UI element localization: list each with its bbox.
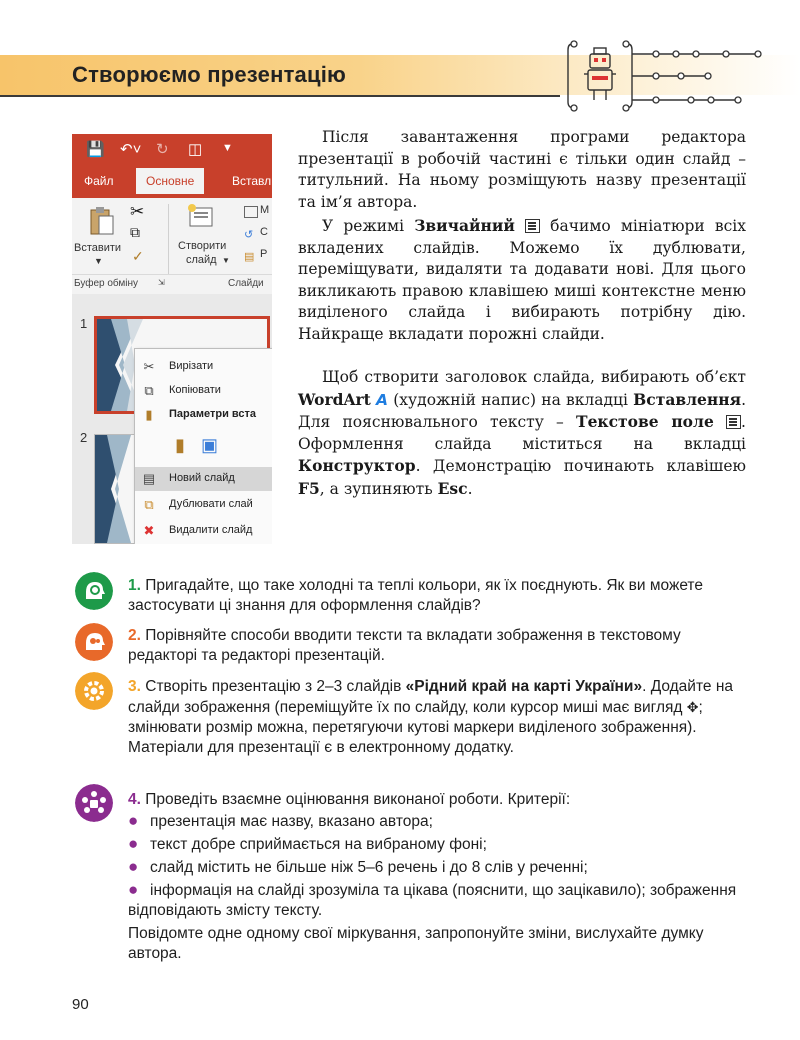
text-fragment: У режимі bbox=[322, 217, 415, 235]
scissors-icon: ✂ bbox=[143, 359, 155, 374]
text-fragment: бачимо мініатюри всіх вкладених слайдів. Можемо їх дублювати, переміщувати, видаляти та додавати нові. Для цього викликають правою клавішею миші контекстне меню виділеного слайда і вибирають потрібну дію. Найкраще вкладати порожні слайди. bbox=[298, 217, 746, 343]
text-fragment: . Для пояснювального тексту – bbox=[298, 390, 746, 431]
paste-dropdown-icon[interactable]: ▼ bbox=[94, 256, 103, 266]
new-slide-icon: ▤ bbox=[142, 471, 156, 486]
slide-number: 2 bbox=[80, 430, 88, 445]
paste-icon[interactable] bbox=[88, 204, 116, 236]
text-fragment: (художній напис) на вкладці bbox=[388, 390, 634, 409]
context-menu bbox=[134, 348, 272, 544]
create-slide-label-2[interactable]: слайд bbox=[186, 254, 217, 266]
task-3-topic: «Рідний край на карті України» bbox=[405, 678, 643, 695]
layout-icon[interactable] bbox=[244, 206, 258, 218]
customize-icon[interactable]: ▼ bbox=[222, 142, 233, 154]
format-painter-icon[interactable]: ✓ bbox=[132, 248, 144, 264]
task-3-text: . Додайте на слайди зображення (переміщуйте їх по слайду, коли курсор миші має вигляд bbox=[128, 678, 733, 716]
reset-label-cut: C bbox=[260, 226, 268, 238]
key-f5: F5 bbox=[298, 478, 320, 498]
menu-item-label: Копіювати bbox=[169, 384, 221, 396]
duplicate-icon: ⧉ bbox=[144, 497, 154, 512]
create-slide-dropdown-icon[interactable]: ▼ bbox=[222, 256, 230, 265]
criteria-text: інформація на слайді зрозуміла та цікава (пояснити, що зацікавило); зображення відповідають змісту тексту. bbox=[128, 882, 737, 919]
bullet-icon: ● bbox=[128, 834, 139, 853]
wordart-icon: A bbox=[376, 390, 389, 409]
redo-icon[interactable]: ↻ bbox=[156, 141, 169, 158]
text-fragment: . Оформлення слайда міститься на вкладці bbox=[298, 413, 746, 453]
copy-icon: ⧉ bbox=[144, 383, 154, 398]
powerpoint-screenshot bbox=[72, 134, 272, 544]
task-2-text: Порівняйте способи вводити тексти та вкладати зображення в текстовому редакторі та редакторі презентацій. bbox=[128, 627, 681, 664]
task-1 bbox=[128, 576, 748, 616]
criteria-text: слайд містить не більше ніж 5–6 речень і до 8 слів у реченні; bbox=[150, 859, 588, 876]
term-insert: Вставлення bbox=[633, 389, 742, 409]
task-3-text: Створіть презентацію з 2–3 слайдів bbox=[140, 678, 406, 695]
reset-icon[interactable]: ↺ bbox=[244, 229, 254, 241]
menu-item-label: Параметри вста bbox=[169, 408, 257, 420]
text-fragment: . Демонстрацію починають клавішею bbox=[415, 457, 746, 475]
task-4-text: Проведіть взаємне оцінювання виконаної роботи. Критерії: bbox=[140, 791, 571, 808]
page-title: Створюємо презентацію bbox=[72, 62, 347, 87]
task-4-conclusion bbox=[128, 924, 748, 964]
section-icon[interactable]: ▤ bbox=[244, 251, 255, 263]
memory-head-icon bbox=[75, 572, 113, 610]
term-normal: Звичайний bbox=[414, 216, 515, 235]
text-fragment: . bbox=[467, 479, 473, 498]
paragraph-wordart bbox=[298, 367, 746, 500]
menu-item-paste-options[interactable] bbox=[135, 403, 272, 427]
criteria-text: презентація має назву, вказано автора; bbox=[150, 813, 433, 830]
term-wordart: WordArt bbox=[298, 389, 371, 409]
task-2 bbox=[128, 626, 748, 666]
tab-insert[interactable]: Вставл bbox=[232, 174, 272, 188]
criteria-item bbox=[128, 857, 748, 878]
group-divider bbox=[168, 204, 169, 274]
criteria-item bbox=[128, 811, 748, 832]
task-4-conclusion-text: Повідомте одне одному свої міркування, запропонуйте зміни, вислухайте думку автора. bbox=[128, 925, 704, 962]
clipboard-launcher-icon[interactable]: ⇲ bbox=[158, 278, 165, 287]
menu-item-label: Новий слайд bbox=[169, 472, 235, 484]
gear-icon bbox=[75, 672, 113, 710]
textbox-icon bbox=[726, 415, 741, 429]
menu-item-duplicate[interactable] bbox=[135, 493, 272, 517]
robot-circuit-icon bbox=[566, 40, 766, 112]
task-1-text: Пригадайте, що таке холодні та теплі кольори, як їх поєднують. Як ви можете застосувати ці знання для оформлення слайдів? bbox=[128, 577, 703, 614]
move-cursor-icon: ✥ bbox=[686, 699, 699, 715]
menu-item-label: Дублювати слай bbox=[169, 498, 253, 510]
bullet-icon: ● bbox=[128, 811, 139, 830]
menu-item-cut[interactable] bbox=[135, 355, 272, 379]
term-textbox: Текстове поле bbox=[576, 412, 714, 431]
paste-icon: ▮ bbox=[145, 407, 153, 422]
group-discussion-icon bbox=[75, 784, 113, 822]
delete-slide-icon: ✖ bbox=[143, 523, 155, 538]
task-3-number: 3. bbox=[128, 678, 141, 695]
section-label-cut: P bbox=[260, 248, 268, 260]
task-3-text: ; змінювати розмір можна, перетягуючи кутові маркери виділеного зображення). Матеріали для презентації є в електронному додатку. bbox=[128, 699, 703, 756]
paste-picture-icon[interactable]: ▣ bbox=[201, 435, 219, 455]
task-4 bbox=[128, 790, 748, 810]
save-icon[interactable]: 💾 bbox=[86, 141, 105, 158]
copy-icon[interactable]: ⧉ bbox=[130, 224, 140, 240]
layout-label-cut: M bbox=[260, 204, 270, 216]
menu-item-label: Видалити слайд bbox=[169, 524, 253, 536]
undo-icon[interactable]: ↶˅ bbox=[120, 141, 142, 158]
key-esc: Esc bbox=[437, 478, 468, 498]
group-clipboard: Буфер обміну bbox=[74, 278, 139, 289]
paste-keep-format-icon[interactable]: ▮ bbox=[175, 435, 185, 455]
task-2-number: 2. bbox=[128, 627, 141, 644]
group-slides: Слайди bbox=[228, 278, 264, 289]
text-fragment: , а зупиняють bbox=[319, 479, 438, 498]
slide-number: 1 bbox=[80, 316, 88, 331]
cut-icon[interactable]: ✂ bbox=[130, 202, 145, 221]
presentation-icon[interactable]: ◫ bbox=[188, 141, 203, 158]
ribbon bbox=[72, 198, 272, 295]
task-1-number: 1. bbox=[128, 577, 141, 594]
bullet-icon: ● bbox=[128, 880, 139, 899]
tab-file[interactable]: Файл bbox=[84, 174, 114, 188]
menu-item-label: Вирізати bbox=[169, 360, 214, 372]
ribbon-title-bar bbox=[72, 134, 272, 198]
normal-view-icon bbox=[525, 219, 540, 233]
criteria-item bbox=[128, 834, 748, 855]
menu-item-delete[interactable] bbox=[135, 519, 272, 543]
paragraph-normal-mode bbox=[298, 215, 746, 345]
menu-item-new-slide[interactable] bbox=[135, 467, 272, 491]
task-3 bbox=[128, 677, 748, 758]
new-slide-icon[interactable] bbox=[186, 202, 216, 232]
criteria-text: текст добре сприймається на вибраному фоні; bbox=[150, 836, 487, 853]
ribbon-group-line bbox=[72, 274, 272, 275]
text-fragment: Щоб створити заголовок слайда, вибирають об’єкт bbox=[322, 368, 746, 386]
paragraph-intro bbox=[298, 127, 746, 213]
menu-item-copy[interactable] bbox=[135, 379, 272, 403]
create-slide-label[interactable]: Створити bbox=[178, 240, 227, 252]
tab-home[interactable]: Основне bbox=[136, 168, 204, 194]
header-underline bbox=[0, 95, 560, 97]
compare-head-icon bbox=[75, 623, 113, 661]
task-4-number: 4. bbox=[128, 791, 141, 808]
bullet-icon: ● bbox=[128, 857, 139, 876]
term-designer: Конструктор bbox=[298, 456, 416, 475]
page-number: 90 bbox=[72, 996, 89, 1013]
paragraph-intro-text: Після завантаження програми редактора презентації в робочій частині є тільки один слайд – титульний. На ньому розміщують назву презентації та ім’я автора. bbox=[298, 128, 746, 211]
paste-button-label[interactable]: Вставити bbox=[74, 242, 122, 254]
criteria-item bbox=[128, 880, 748, 921]
